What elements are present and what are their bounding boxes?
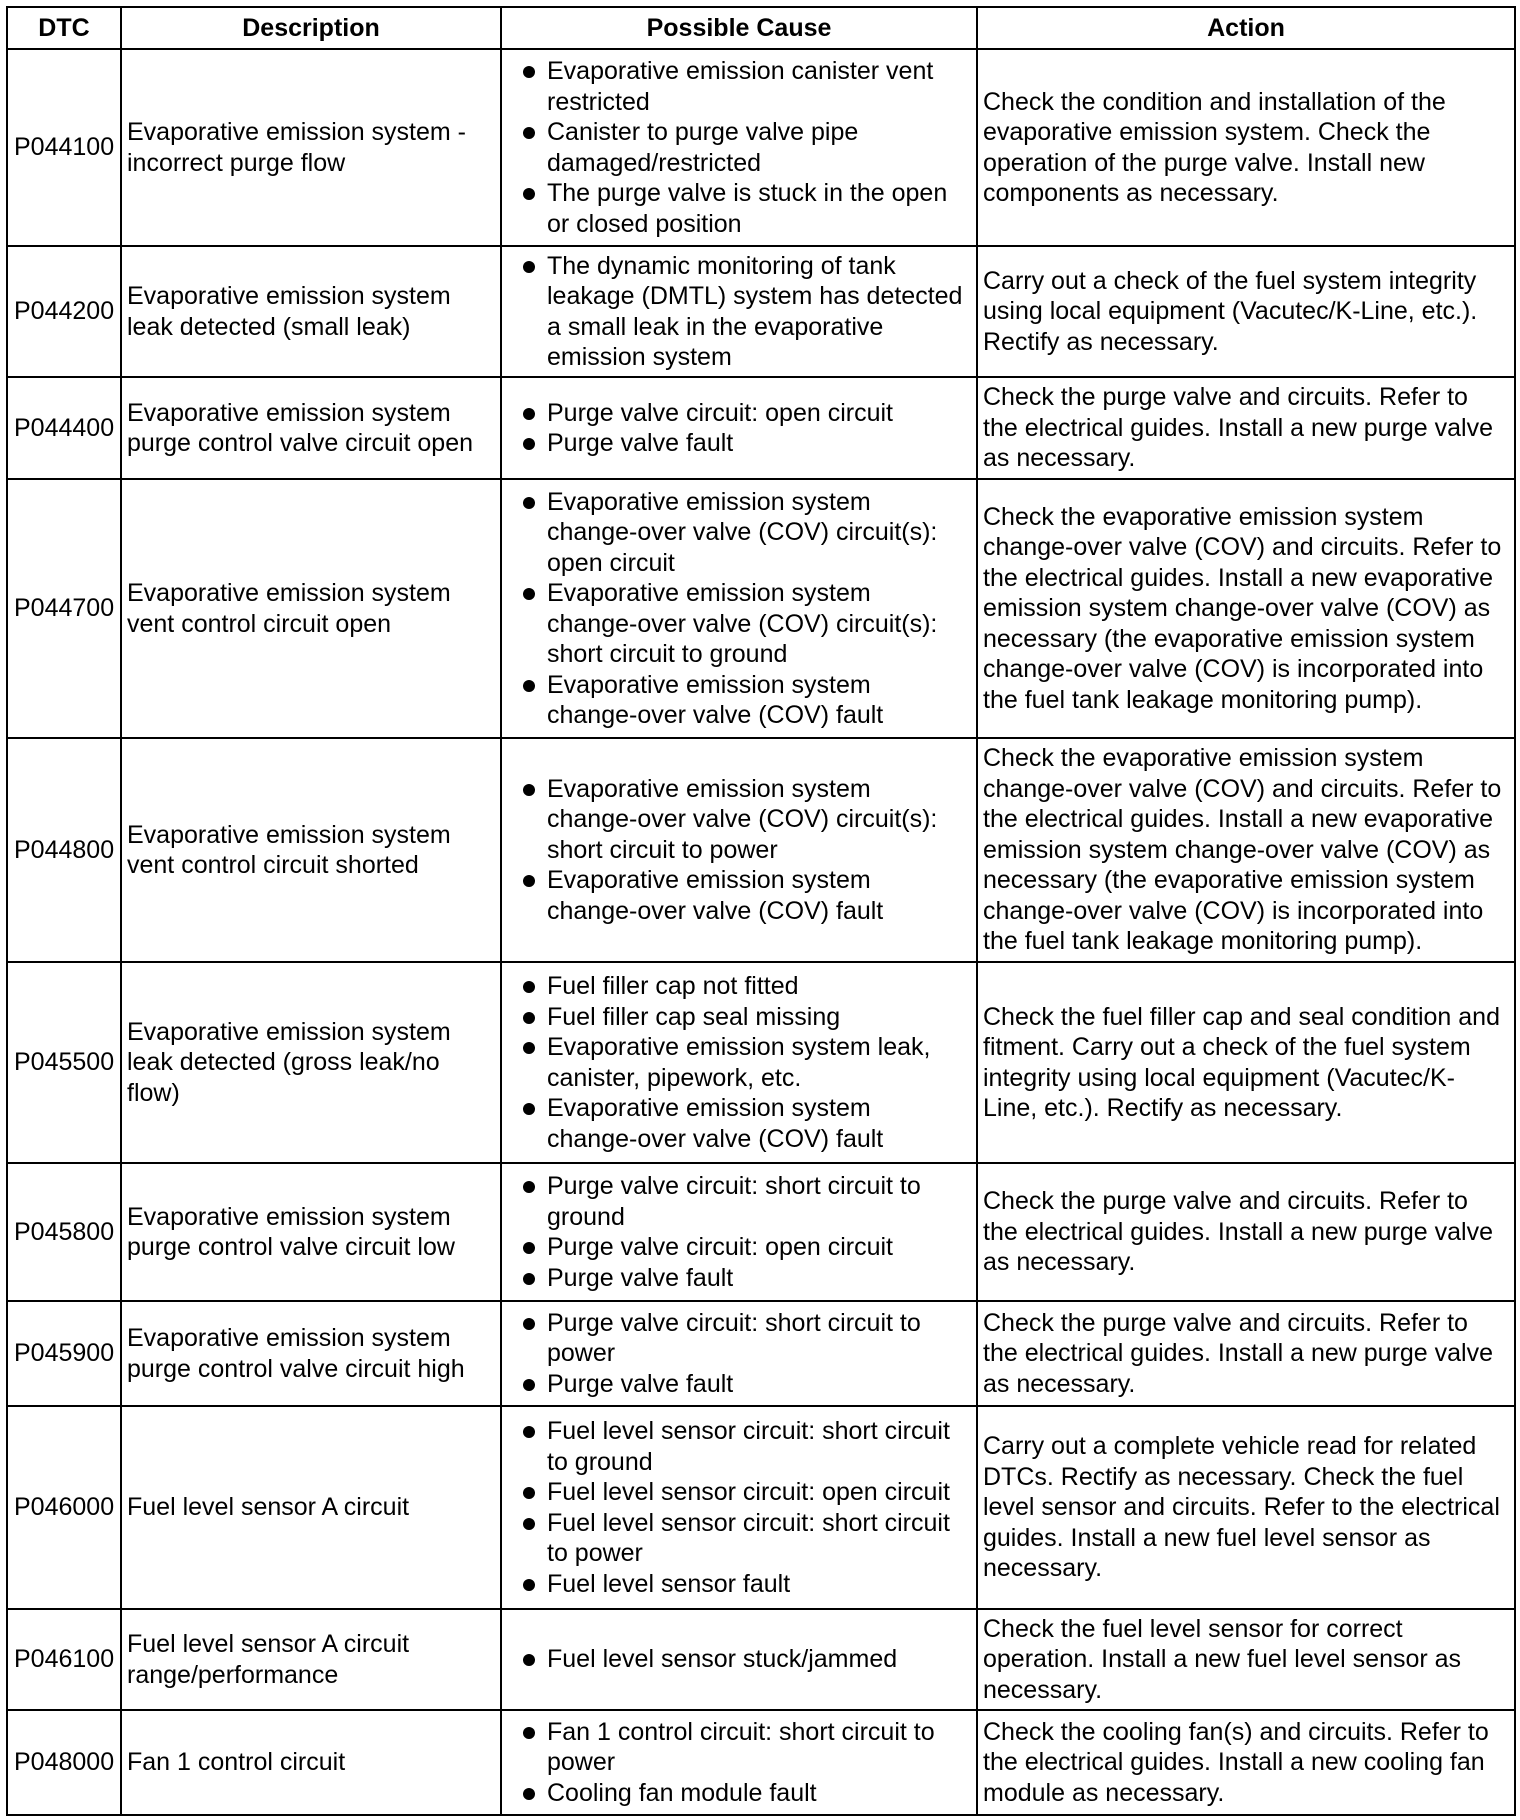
table-row: [7, 49, 1515, 246]
cause-item: Fuel level sensor stuck/jammed: [507, 1644, 971, 1675]
cause-list: [507, 1171, 971, 1293]
cause-item: Purge valve fault: [507, 428, 971, 459]
dtc-code: P044400: [7, 377, 121, 479]
cause-item: Fuel level sensor circuit: short circuit to ground: [507, 1416, 971, 1477]
table-row: [7, 246, 1515, 377]
table-row: [7, 1406, 1515, 1609]
cause-list: [507, 251, 971, 373]
dtc-description: Evaporative emission system leak detected (small leak): [121, 246, 501, 377]
cause-item: Evaporative emission system change-over valve (COV) fault: [507, 865, 971, 926]
table-row: [7, 377, 1515, 479]
dtc-description: Evaporative emission system vent control circuit shorted: [121, 738, 501, 962]
dtc-action: Check the fuel filler cap and seal condition and fitment. Carry out a check of the fuel system integrity using local equipment (Vacutec/K-Line, etc.). Rectify as necessary.: [977, 962, 1515, 1163]
possible-causes: [501, 1301, 977, 1406]
table-row: [7, 738, 1515, 962]
dtc-description: Fan 1 control circuit: [121, 1710, 501, 1815]
possible-causes: [501, 1609, 977, 1710]
dtc-action: Check the cooling fan(s) and circuits. Refer to the electrical guides. Install a new cooling fan module as necessary.: [977, 1710, 1515, 1815]
cause-item: The dynamic monitoring of tank leakage (DMTL) system has detected a small leak in the evaporative emission system: [507, 251, 971, 373]
cause-list: [507, 774, 971, 927]
cause-item: Fan 1 control circuit: short circuit to power: [507, 1717, 971, 1778]
dtc-code: P045800: [7, 1163, 121, 1301]
cause-list: [507, 1308, 971, 1400]
dtc-code: P046000: [7, 1406, 121, 1609]
cause-item: Evaporative emission system change-over valve (COV) circuit(s): short circuit to power: [507, 774, 971, 866]
cause-item: Purge valve circuit: short circuit to ground: [507, 1171, 971, 1232]
cause-list: [507, 398, 971, 459]
cause-item: Fuel filler cap seal missing: [507, 1002, 971, 1033]
dtc-description: Fuel level sensor A circuit: [121, 1406, 501, 1609]
table-row: [7, 479, 1515, 738]
dtc-code: P046100: [7, 1609, 121, 1710]
table-row: [7, 1710, 1515, 1815]
cause-item: Evaporative emission system change-over valve (COV) fault: [507, 670, 971, 731]
possible-causes: [501, 1406, 977, 1609]
cause-item: Evaporative emission system leak, canister, pipework, etc.: [507, 1032, 971, 1093]
cause-item: Purge valve circuit: short circuit to power: [507, 1308, 971, 1369]
dtc-code: P048000: [7, 1710, 121, 1815]
dtc-action: Check the purge valve and circuits. Refer to the electrical guides. Install a new purge valve as necessary.: [977, 1163, 1515, 1301]
cause-item: Evaporative emission system change-over valve (COV) circuit(s): open circuit: [507, 487, 971, 579]
possible-causes: [501, 738, 977, 962]
possible-causes: [501, 479, 977, 738]
header-dtc: DTC: [7, 7, 121, 49]
cause-item: Evaporative emission canister vent restricted: [507, 56, 971, 117]
dtc-action: Check the purge valve and circuits. Refer to the electrical guides. Install a new purge valve as necessary.: [977, 1301, 1515, 1406]
dtc-code: P044700: [7, 479, 121, 738]
possible-causes: [501, 377, 977, 479]
table-row: [7, 1301, 1515, 1406]
cause-item: Cooling fan module fault: [507, 1778, 971, 1809]
cause-item: Purge valve fault: [507, 1369, 971, 1400]
cause-item: The purge valve is stuck in the open or closed position: [507, 178, 971, 239]
possible-causes: [501, 1163, 977, 1301]
possible-causes: [501, 962, 977, 1163]
cause-item: Fuel filler cap not fitted: [507, 971, 971, 1002]
table-row: [7, 962, 1515, 1163]
dtc-code: P045900: [7, 1301, 121, 1406]
cause-item: Fuel level sensor circuit: short circuit to power: [507, 1508, 971, 1569]
cause-item: Canister to purge valve pipe damaged/restricted: [507, 117, 971, 178]
cause-item: Purge valve circuit: open circuit: [507, 1232, 971, 1263]
table-header-row: [7, 7, 1515, 49]
dtc-action: Check the evaporative emission system change-over valve (COV) and circuits. Refer to the electrical guides. Install a new evaporative emission system change-over valve (COV) as necessary (the evaporative emission system change-over valve (COV) is incorporated into the fuel tank leakage monitoring pump).: [977, 738, 1515, 962]
possible-causes: [501, 246, 977, 377]
cause-list: [507, 1644, 971, 1675]
dtc-code: P045500: [7, 962, 121, 1163]
cause-list: [507, 56, 971, 239]
cause-item: Fuel level sensor fault: [507, 1569, 971, 1600]
dtc-action: Carry out a complete vehicle read for related DTCs. Rectify as necessary. Check the fuel level sensor and circuits. Refer to the electrical guides. Install a new fuel level sensor as necessary.: [977, 1406, 1515, 1609]
header-possible-cause: Possible Cause: [501, 7, 977, 49]
dtc-action: Carry out a check of the fuel system integrity using local equipment (Vacutec/K-Line, etc.). Rectify as necessary.: [977, 246, 1515, 377]
dtc-description: Evaporative emission system purge control valve circuit open: [121, 377, 501, 479]
possible-causes: [501, 49, 977, 246]
cause-item: Purge valve circuit: open circuit: [507, 398, 971, 429]
cause-list: [507, 1717, 971, 1809]
possible-causes: [501, 1710, 977, 1815]
cause-item: Purge valve fault: [507, 1263, 971, 1294]
cause-list: [507, 1416, 971, 1599]
dtc-code: P044800: [7, 738, 121, 962]
table-row: [7, 1163, 1515, 1301]
dtc-action: Check the fuel level sensor for correct operation. Install a new fuel level sensor as necessary.: [977, 1609, 1515, 1710]
header-description: Description: [121, 7, 501, 49]
dtc-description: Evaporative emission system purge control valve circuit low: [121, 1163, 501, 1301]
dtc-description: Evaporative emission system purge control valve circuit high: [121, 1301, 501, 1406]
header-action: Action: [977, 7, 1515, 49]
dtc-action: Check the condition and installation of the evaporative emission system. Check the operation of the purge valve. Install new components as necessary.: [977, 49, 1515, 246]
dtc-action: Check the evaporative emission system change-over valve (COV) and circuits. Refer to the electrical guides. Install a new evaporative emission system change-over valve (COV) as necessary (the evaporative emission system change-over valve (COV) is incorporated into the fuel tank leakage monitoring pump).: [977, 479, 1515, 738]
cause-item: Fuel level sensor circuit: open circuit: [507, 1477, 971, 1508]
dtc-action: Check the purge valve and circuits. Refer to the electrical guides. Install a new purge valve as necessary.: [977, 377, 1515, 479]
dtc-table: [6, 6, 1516, 1816]
dtc-description: Evaporative emission system - incorrect purge flow: [121, 49, 501, 246]
dtc-table-page: [6, 6, 1514, 1816]
table-row: [7, 1609, 1515, 1710]
cause-list: [507, 487, 971, 731]
dtc-description: Fuel level sensor A circuit range/performance: [121, 1609, 501, 1710]
cause-list: [507, 971, 971, 1154]
dtc-description: Evaporative emission system leak detected (gross leak/no flow): [121, 962, 501, 1163]
dtc-code: P044200: [7, 246, 121, 377]
cause-item: Evaporative emission system change-over valve (COV) circuit(s): short circuit to ground: [507, 578, 971, 670]
dtc-description: Evaporative emission system vent control circuit open: [121, 479, 501, 738]
cause-item: Evaporative emission system change-over valve (COV) fault: [507, 1093, 971, 1154]
dtc-code: P044100: [7, 49, 121, 246]
